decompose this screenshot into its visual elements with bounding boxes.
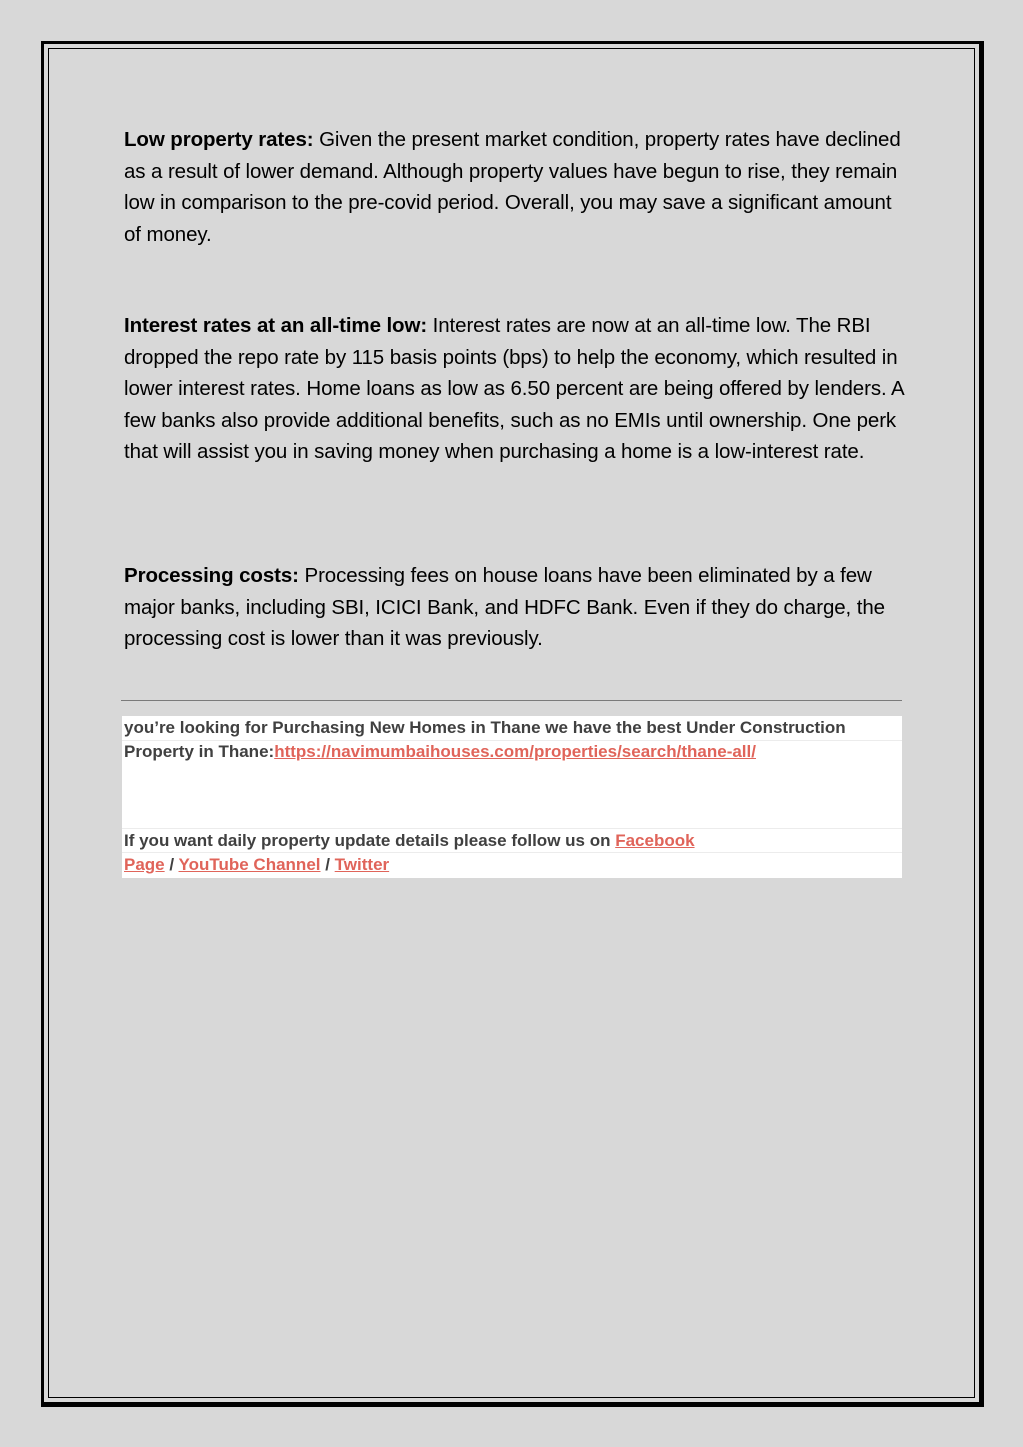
paragraph-text: Processing fees on house loans have been eliminated by a few major banks, including SBI, ICICI Bank, and HDFC Bank. Even if they do charge, the processing cost is lower than it was previously. [124,564,885,650]
horizontal-divider [121,700,902,701]
promo-line-2-prefix: Property in Thane: [124,742,275,761]
youtube-channel-link[interactable]: YouTube Channel [178,855,321,874]
paragraph-processing-costs [124,560,904,655]
follow-line-2 [124,853,900,877]
follow-line-1 [124,829,900,853]
promo-line-1: you’re looking for Purchasing New Homes in Thane we have the best Under Construction [124,718,846,737]
paragraph-heading: Processing costs: [124,564,299,587]
thane-properties-link[interactable]: https://navimumbaihouses.com/properties/search/thane-all/ [274,742,756,761]
facebook-page-link-part1[interactable]: Facebook [615,831,695,850]
promo-box [122,716,902,878]
paragraph-heading: Low property rates: [124,128,314,151]
paragraph-heading: Interest rates at an all-time low: [124,314,428,337]
link-separator: / [164,855,179,874]
paragraph-interest-rates [124,310,904,468]
facebook-page-link-part2[interactable]: Page [124,855,165,874]
twitter-link[interactable]: Twitter [334,855,390,874]
paragraph-text: Given the present market condition, property rates have declined as a result of lower demand. Although property values have begun to rise, they remain low in comparison to the pre-covid period. Overall, you may save a significant amount of money. [124,128,901,246]
promo-line-2 [124,740,900,764]
paragraph-text: Interest rates are now at an all-time low. The RBI dropped the repo rate by 115 basis points (bps) to help the economy, which resulted in lower interest rates. Home loans as low as 6.50 percent are being offered by lenders. A few banks also provide additional benefits, such as no EMIs until ownership. One perk that will assist you in saving money when purchasing a home is a low-interest rate. [124,314,904,463]
follow-text: If you want daily property update details please follow us on [124,831,616,850]
paragraph-low-property-rates [124,124,904,250]
link-separator: / [320,855,335,874]
